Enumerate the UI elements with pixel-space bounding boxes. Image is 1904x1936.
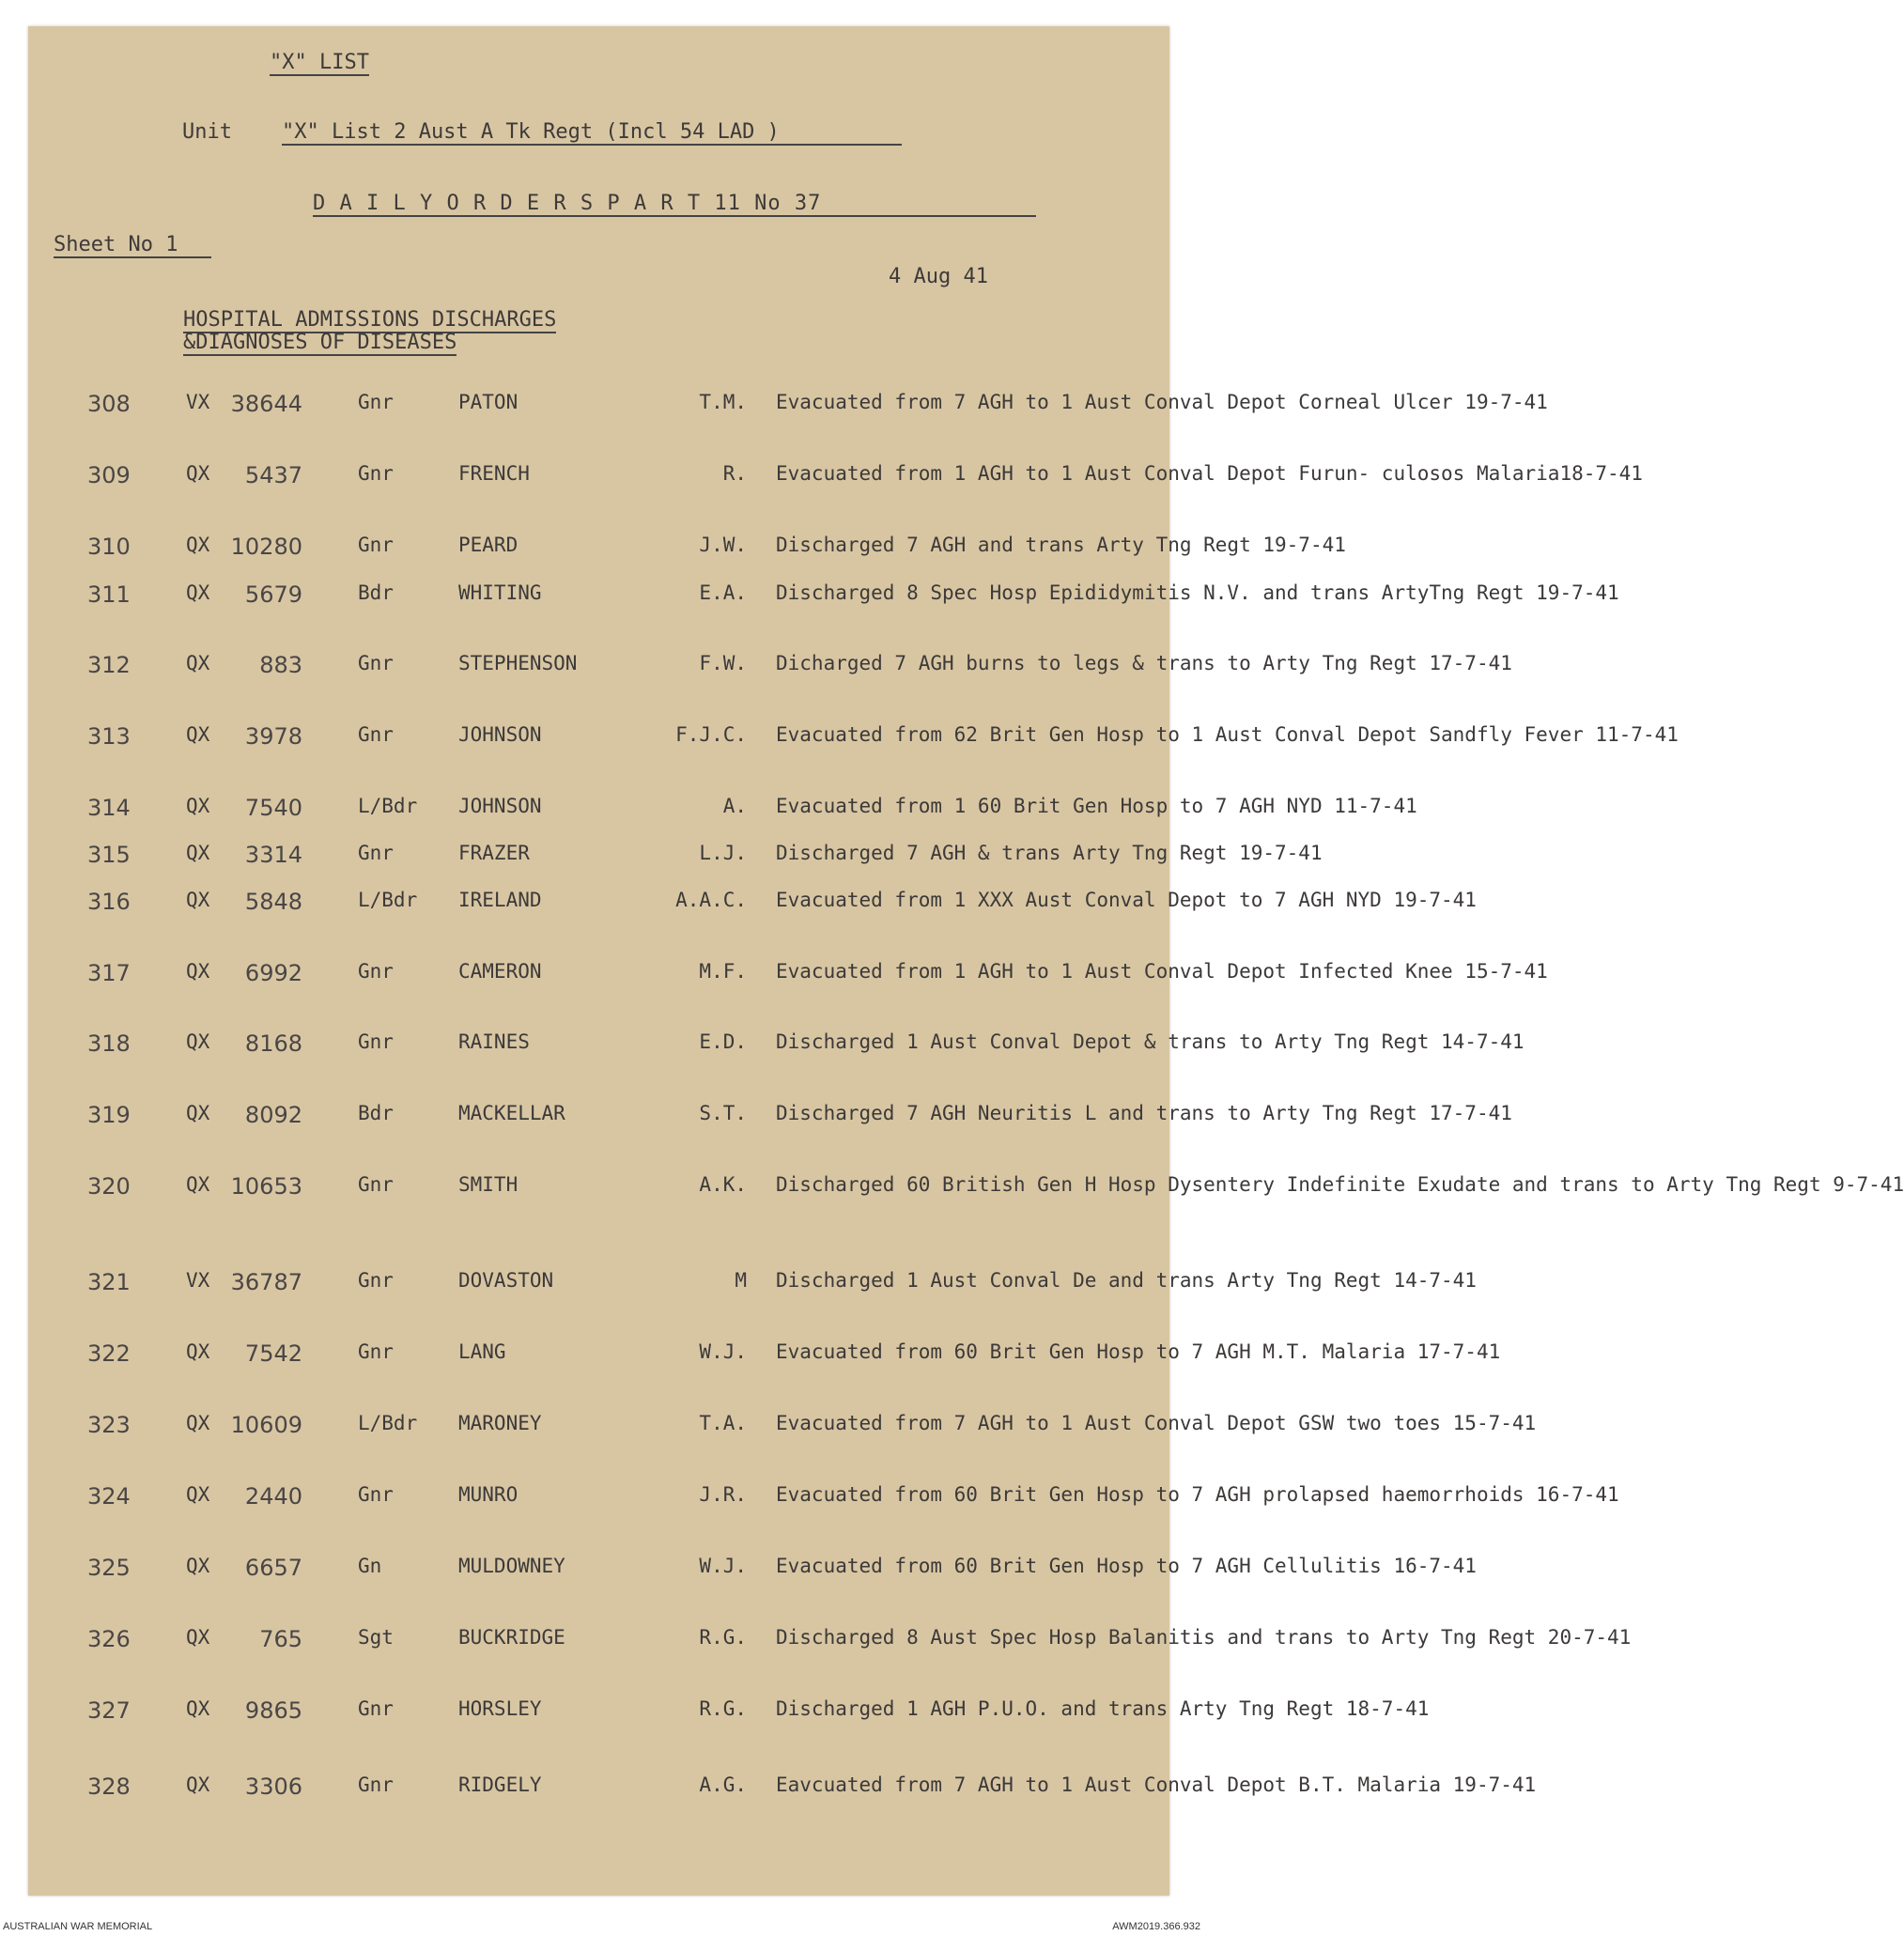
rank: Gnr <box>358 1173 394 1196</box>
entry-row <box>0 652 1512 718</box>
remarks: Evacuated from 1 60 Brit Gen Hosp to 7 AGH NYD 11-7-41 <box>776 795 1417 817</box>
remarks: Discharged 1 Aust Conval De and trans Arty Tng Regt 14-7-41 <box>776 1269 1477 1292</box>
service-prefix: QX <box>186 1412 210 1434</box>
entry-number: 325 <box>87 1555 131 1581</box>
initials: F.W. <box>699 652 747 674</box>
entry-row <box>0 1412 1537 1478</box>
initials: M <box>735 1269 747 1292</box>
remarks: Discharged 7 AGH and trans Arty Tng Regt 19-7-41 <box>776 534 1346 556</box>
remarks: Evacuated from 62 Brit Gen Hosp to 1 Aust Conval Depot Sandfly Fever 11-7-41 <box>776 723 1679 746</box>
surname: LANG <box>458 1340 506 1363</box>
entry-number: 322 <box>87 1340 131 1367</box>
service-prefix: QX <box>186 652 210 674</box>
rank: Bdr <box>358 1102 394 1124</box>
service-number: 38644 <box>230 391 302 417</box>
service-number: 36787 <box>230 1269 302 1295</box>
initials: S.T. <box>699 1102 747 1124</box>
remarks: Evacuated from 60 Brit Gen Hosp to 7 AGH prolapsed haemorrhoids 16-7-41 <box>776 1483 1619 1506</box>
rank: Gnr <box>358 842 394 864</box>
subject-line-1: HOSPITAL ADMISSIONS DISCHARGES <box>183 308 557 332</box>
service-prefix: QX <box>186 960 210 983</box>
unit-value: "X" List 2 Aust A Tk Regt (Incl 54 LAD ) <box>282 120 902 146</box>
entry-number: 328 <box>87 1773 131 1800</box>
entry-row <box>0 1626 1632 1692</box>
initials: A. <box>722 795 747 817</box>
entry-number: 318 <box>87 1030 131 1057</box>
remarks: Discharged 7 AGH & trans Arty Tng Regt 19-7-41 <box>776 842 1323 864</box>
surname: MARONEY <box>458 1412 542 1434</box>
entry-row <box>0 581 1619 647</box>
rank: Gnr <box>358 391 394 413</box>
order-date: 4 Aug 41 <box>889 265 988 288</box>
remarks: Discharged 1 Aust Conval Depot & trans to Arty Tng Regt 14-7-41 <box>776 1030 1525 1053</box>
surname: MULDOWNEY <box>458 1555 565 1577</box>
surname: JOHNSON <box>458 795 542 817</box>
service-prefix: QX <box>186 1030 210 1053</box>
rank: Bdr <box>358 581 394 604</box>
service-number: 3306 <box>244 1773 302 1800</box>
service-number: 10609 <box>230 1412 302 1438</box>
remarks: Eavcuated from 7 AGH to 1 Aust Conval Depot B.T. Malaria 19-7-41 <box>776 1773 1537 1796</box>
service-prefix: QX <box>186 581 210 604</box>
initials: L.J. <box>699 842 747 864</box>
rank: Gnr <box>358 534 394 556</box>
rank: Gnr <box>358 652 394 674</box>
service-number: 10280 <box>230 534 302 560</box>
entry-row <box>0 1340 1501 1406</box>
rank: Sgt <box>358 1626 394 1649</box>
service-prefix: QX <box>186 1173 210 1196</box>
service-number: 8092 <box>244 1102 302 1128</box>
initials: W.J. <box>699 1555 747 1577</box>
initials: E.D. <box>699 1030 747 1053</box>
remarks: Evacuated from 60 Brit Gen Hosp to 7 AGH Cellulitis 16-7-41 <box>776 1555 1477 1577</box>
service-number: 10653 <box>230 1173 302 1200</box>
initials: E.A. <box>699 581 747 604</box>
surname: MACKELLAR <box>458 1102 565 1124</box>
unit-label: Unit <box>182 120 232 144</box>
entry-number: 313 <box>87 723 131 750</box>
service-number: 5848 <box>244 889 302 915</box>
initials: W.J. <box>699 1340 747 1363</box>
list-title: "X" LIST <box>270 51 369 74</box>
service-number: 8168 <box>244 1030 302 1057</box>
entry-number: 310 <box>87 534 131 560</box>
entry-number: 312 <box>87 652 131 678</box>
initials: A.A.C. <box>675 889 747 911</box>
service-number: 7540 <box>244 795 302 821</box>
entry-number: 309 <box>87 462 131 488</box>
entry-number: 327 <box>87 1697 131 1724</box>
entry-row <box>0 960 1548 1026</box>
entry-number: 316 <box>87 889 131 915</box>
surname: FRAZER <box>458 842 530 864</box>
remarks: Evacuated from 1 AGH to 1 Aust Conval Depot Furun- culosos Malaria18-7-41 <box>776 462 1643 485</box>
service-prefix: QX <box>186 1102 210 1124</box>
initials: A.K. <box>699 1173 747 1196</box>
footer-accession: AWM2019.366.932 <box>1112 1921 1200 1932</box>
entry-number: 326 <box>87 1626 131 1652</box>
service-prefix: QX <box>186 1773 210 1796</box>
surname: MUNRO <box>458 1483 519 1506</box>
service-number: 6657 <box>244 1555 302 1581</box>
initials: M.F. <box>699 960 747 983</box>
initials: R.G. <box>699 1626 747 1649</box>
remarks: Discharged 7 AGH Neuritis L and trans to Arty Tng Regt 17-7-41 <box>776 1102 1512 1124</box>
rank: Gnr <box>358 1483 394 1506</box>
entry-number: 324 <box>87 1483 131 1510</box>
remarks: Evacuated from 1 AGH to 1 Aust Conval Depot Infected Knee 15-7-41 <box>776 960 1548 983</box>
remarks: Evacuated from 7 AGH to 1 Aust Conval Depot Corneal Ulcer 19-7-41 <box>776 391 1548 413</box>
entry-number: 321 <box>87 1269 131 1295</box>
entry-row <box>0 1102 1512 1168</box>
surname: JOHNSON <box>458 723 542 746</box>
entry-number: 311 <box>87 581 131 608</box>
entry-number: 323 <box>87 1412 131 1438</box>
service-number: 7542 <box>244 1340 302 1367</box>
entry-number: 317 <box>87 960 131 986</box>
rank: Gnr <box>358 960 394 983</box>
sheet-number: Sheet No 1 <box>54 233 211 258</box>
initials: F.J.C. <box>675 723 747 746</box>
initials: T.M. <box>699 391 747 413</box>
service-number: 765 <box>259 1626 302 1652</box>
entry-row <box>0 1483 1619 1549</box>
surname: WHITING <box>458 581 542 604</box>
rank: Gnr <box>358 462 394 485</box>
rank: Gnr <box>358 1340 394 1363</box>
surname: DOVASTON <box>458 1269 554 1292</box>
service-number: 3978 <box>244 723 302 750</box>
rank: L/Bdr <box>358 795 418 817</box>
entry-row <box>0 1269 1477 1335</box>
rank: Gnr <box>358 1773 394 1796</box>
service-prefix: QX <box>186 1697 210 1720</box>
remarks: Evacuated from 1 XXX Aust Conval Depot to 7 AGH NYD 19-7-41 <box>776 889 1477 911</box>
entry-row <box>0 462 1643 528</box>
service-prefix: VX <box>186 1269 210 1292</box>
service-number: 3314 <box>244 842 302 868</box>
rank: Gn <box>358 1555 382 1577</box>
service-prefix: QX <box>186 1555 210 1577</box>
rank: L/Bdr <box>358 889 418 911</box>
service-prefix: QX <box>186 795 210 817</box>
entry-number: 308 <box>87 391 131 417</box>
service-number: 5679 <box>244 581 302 608</box>
initials: R.G. <box>699 1697 747 1720</box>
service-number: 9865 <box>244 1697 302 1724</box>
rank: L/Bdr <box>358 1412 418 1434</box>
surname: IRELAND <box>458 889 542 911</box>
orders-title: D A I L Y O R D E R S P A R T 11 No 37 <box>313 192 1036 217</box>
service-prefix: QX <box>186 534 210 556</box>
initials: J.W. <box>699 534 747 556</box>
service-number: 5437 <box>244 462 302 488</box>
remarks: Discharged 8 Spec Hosp Epididymitis N.V. and trans ArtyTng Regt 19-7-41 <box>776 581 1619 604</box>
service-prefix: QX <box>186 723 210 746</box>
entry-number: 320 <box>87 1173 131 1200</box>
surname: PEARD <box>458 534 519 556</box>
service-number: 2440 <box>244 1483 302 1510</box>
initials: J.R. <box>699 1483 747 1506</box>
entry-number: 315 <box>87 842 131 868</box>
entry-row <box>0 1773 1537 1839</box>
rank: Gnr <box>358 1697 394 1720</box>
service-prefix: QX <box>186 462 210 485</box>
initials: R. <box>722 462 747 485</box>
rank: Gnr <box>358 723 394 746</box>
surname: RAINES <box>458 1030 530 1053</box>
service-number: 6992 <box>244 960 302 986</box>
surname: PATON <box>458 391 519 413</box>
entry-row <box>0 1697 1430 1763</box>
entry-row <box>0 1173 1904 1239</box>
service-prefix: QX <box>186 1626 210 1649</box>
initials: A.G. <box>699 1773 747 1796</box>
entry-row <box>0 1030 1525 1096</box>
rank: Gnr <box>358 1030 394 1053</box>
service-number: 883 <box>259 652 302 678</box>
surname: STEPHENSON <box>458 652 578 674</box>
remarks: Evacuated from 7 AGH to 1 Aust Conval Depot GSW two toes 15-7-41 <box>776 1412 1537 1434</box>
surname: BUCKRIDGE <box>458 1626 565 1649</box>
surname: CAMERON <box>458 960 542 983</box>
service-prefix: VX <box>186 391 210 413</box>
entry-number: 319 <box>87 1102 131 1128</box>
service-prefix: QX <box>186 1483 210 1506</box>
footer-institution: AUSTRALIAN WAR MEMORIAL <box>3 1921 153 1932</box>
entry-number: 314 <box>87 795 131 821</box>
entry-row <box>0 391 1548 457</box>
remarks: Discharged 8 Aust Spec Hosp Balanitis and trans to Arty Tng Regt 20-7-41 <box>776 1626 1632 1649</box>
subject-line-2: &DIAGNOSES OF DISEASES <box>183 331 457 354</box>
service-prefix: QX <box>186 889 210 911</box>
service-prefix: QX <box>186 1340 210 1363</box>
surname: HORSLEY <box>458 1697 542 1720</box>
remarks: Dicharged 7 AGH burns to legs & trans to Arty Tng Regt 17-7-41 <box>776 652 1512 674</box>
remarks: Discharged 1 AGH P.U.O. and trans Arty Tng Regt 18-7-41 <box>776 1697 1430 1720</box>
remarks: Evacuated from 60 Brit Gen Hosp to 7 AGH M.T. Malaria 17-7-41 <box>776 1340 1501 1363</box>
initials: T.A. <box>699 1412 747 1434</box>
surname: RIDGELY <box>458 1773 542 1796</box>
entry-row <box>0 1555 1477 1620</box>
rank: Gnr <box>358 1269 394 1292</box>
service-prefix: QX <box>186 842 210 864</box>
entry-row <box>0 723 1679 789</box>
surname: SMITH <box>458 1173 519 1196</box>
surname: FRENCH <box>458 462 530 485</box>
remarks: Discharged 60 British Gen H Hosp Dysentery Indefinite Exudate and trans to Arty Tng Regt 9-7-41 <box>776 1173 1904 1196</box>
entry-row <box>0 889 1477 954</box>
